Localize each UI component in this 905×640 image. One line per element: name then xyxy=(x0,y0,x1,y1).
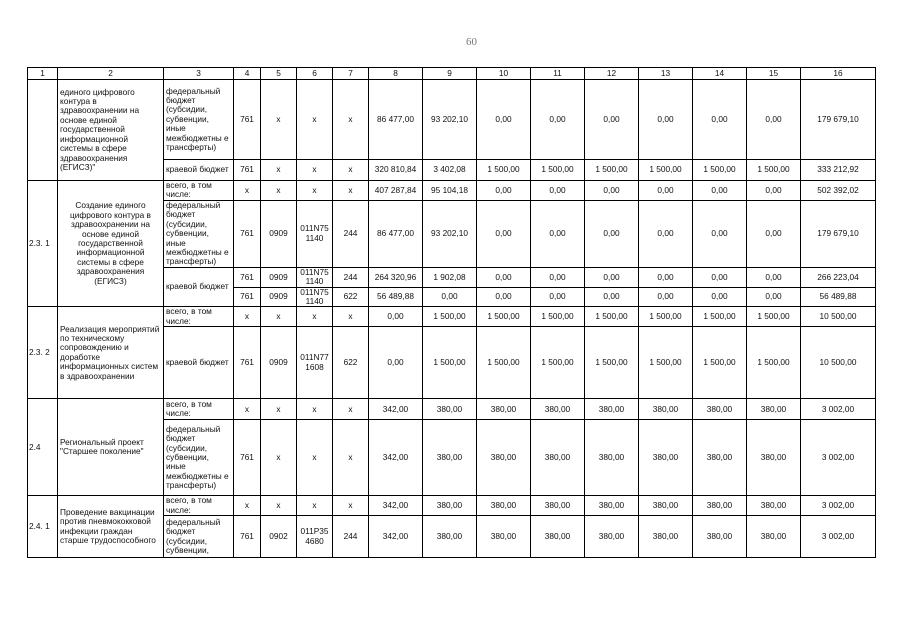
amount-cell: 380,00 xyxy=(747,516,801,558)
row-code: 2.4. 1 xyxy=(28,496,58,558)
budget-code-c4: х xyxy=(234,181,261,201)
amount-cell: 0,00 xyxy=(747,181,801,201)
amount-cell: 1 500,00 xyxy=(531,327,585,399)
column-header: 11 xyxy=(531,68,585,80)
amount-cell: 1 500,00 xyxy=(423,327,477,399)
amount-cell: 93 202,10 xyxy=(423,80,477,160)
amount-cell: 380,00 xyxy=(639,399,693,420)
amount-cell: 179 679,10 xyxy=(801,200,876,267)
budget-code-c5: х xyxy=(261,399,297,420)
amount-cell: 3 002,00 xyxy=(801,496,876,516)
funding-source: краевой бюджет xyxy=(164,267,234,307)
amount-cell: 266 223,04 xyxy=(801,267,876,287)
amount-cell: 56 489,88 xyxy=(801,287,876,307)
budget-code-c6: х xyxy=(297,307,333,327)
amount-cell: 380,00 xyxy=(639,516,693,558)
column-header: 10 xyxy=(477,68,531,80)
amount-cell: 1 500,00 xyxy=(693,160,747,181)
amount-cell: 380,00 xyxy=(693,516,747,558)
amount-cell: 0,00 xyxy=(585,267,639,287)
amount-cell: 0,00 xyxy=(585,181,639,201)
budget-code-c6: 011N75 1140 xyxy=(297,200,333,267)
column-header: 2 xyxy=(58,68,164,80)
amount-cell: 380,00 xyxy=(585,399,639,420)
amount-cell: 0,00 xyxy=(747,287,801,307)
amount-cell: 380,00 xyxy=(531,399,585,420)
amount-cell: 380,00 xyxy=(747,420,801,496)
amount-cell: 320 810,84 xyxy=(369,160,423,181)
budget-code-c6: х xyxy=(297,399,333,420)
budget-code-c5: 0909 xyxy=(261,267,297,287)
table-row xyxy=(28,307,876,327)
column-header: 16 xyxy=(801,68,876,80)
budget-code-c4: х xyxy=(234,307,261,327)
amount-cell: 1 500,00 xyxy=(585,327,639,399)
amount-cell: 0,00 xyxy=(477,200,531,267)
row-code: 2.3. 1 xyxy=(28,181,58,307)
amount-cell: 0,00 xyxy=(585,287,639,307)
amount-cell: 86 477,00 xyxy=(369,80,423,160)
funding-source: краевой бюджет xyxy=(164,160,234,181)
amount-cell: 10 500,00 xyxy=(801,307,876,327)
budget-code-c6: х xyxy=(297,80,333,160)
amount-cell: 380,00 xyxy=(585,420,639,496)
amount-cell: 407 287,84 xyxy=(369,181,423,201)
funding-source: федеральный бюджет (субсидии, субвенции, xyxy=(164,516,234,558)
column-header: 12 xyxy=(585,68,639,80)
amount-cell: 342,00 xyxy=(369,496,423,516)
funding-source: всего, в том числе: xyxy=(164,496,234,516)
amount-cell: 380,00 xyxy=(693,420,747,496)
budget-code-c5: 0909 xyxy=(261,200,297,267)
amount-cell: 380,00 xyxy=(531,516,585,558)
amount-cell: 0,00 xyxy=(531,287,585,307)
amount-cell: 380,00 xyxy=(423,420,477,496)
amount-cell: 0,00 xyxy=(639,200,693,267)
funding-source: всего, в том числе: xyxy=(164,399,234,420)
amount-cell: 0,00 xyxy=(477,287,531,307)
column-header: 9 xyxy=(423,68,477,80)
amount-cell: 342,00 xyxy=(369,399,423,420)
column-header: 5 xyxy=(261,68,297,80)
column-header: 4 xyxy=(234,68,261,80)
amount-cell: 0,00 xyxy=(369,327,423,399)
amount-cell: 0,00 xyxy=(747,200,801,267)
row-name: Региональный проект "Старшее поколение" xyxy=(58,399,164,496)
amount-cell: 380,00 xyxy=(585,496,639,516)
amount-cell: 342,00 xyxy=(369,420,423,496)
amount-cell: 0,00 xyxy=(639,267,693,287)
amount-cell: 0,00 xyxy=(639,287,693,307)
budget-code-c6: х xyxy=(297,160,333,181)
amount-cell: 0,00 xyxy=(531,267,585,287)
amount-cell: 0,00 xyxy=(585,80,639,160)
amount-cell: 1 500,00 xyxy=(477,160,531,181)
amount-cell: 1 500,00 xyxy=(747,160,801,181)
amount-cell: 380,00 xyxy=(531,420,585,496)
amount-cell: 3 402,08 xyxy=(423,160,477,181)
amount-cell: 502 392,02 xyxy=(801,181,876,201)
amount-cell: 0,00 xyxy=(693,267,747,287)
amount-cell: 95 104,18 xyxy=(423,181,477,201)
amount-cell: 0,00 xyxy=(693,80,747,160)
amount-cell: 264 320,96 xyxy=(369,267,423,287)
amount-cell: 380,00 xyxy=(693,399,747,420)
amount-cell: 1 500,00 xyxy=(747,307,801,327)
budget-code-c7: 244 xyxy=(333,516,369,558)
column-header: 13 xyxy=(639,68,693,80)
budget-code-c4: 761 xyxy=(234,420,261,496)
page-number: 60 xyxy=(466,36,477,48)
budget-code-c4: 761 xyxy=(234,80,261,160)
budget-code-c4: 761 xyxy=(234,516,261,558)
amount-cell: 1 902,08 xyxy=(423,267,477,287)
amount-cell: 380,00 xyxy=(531,496,585,516)
amount-cell: 333 212,92 xyxy=(801,160,876,181)
amount-cell: 0,00 xyxy=(477,267,531,287)
row-code: 2.4 xyxy=(28,399,58,496)
amount-cell: 1 500,00 xyxy=(639,327,693,399)
amount-cell: 380,00 xyxy=(423,399,477,420)
amount-cell: 380,00 xyxy=(639,420,693,496)
amount-cell: 0,00 xyxy=(369,307,423,327)
row-name: Создание единого цифрового контура в здравоохранении на основе единой государственной информационной системы в сфере здравоохранения (ЕГИСЗ) xyxy=(58,181,164,307)
budget-code-c5: х xyxy=(261,181,297,201)
budget-code-c5: х xyxy=(261,420,297,496)
amount-cell: 1 500,00 xyxy=(477,307,531,327)
funding-source: федеральный бюджет (субсидии, субвенции, иные межбюджетны е трансферты) xyxy=(164,80,234,160)
funding-source: федеральный бюджет (субсидии, субвенции, иные межбюджетны е трансферты) xyxy=(164,200,234,267)
funding-source: краевой бюджет xyxy=(164,327,234,399)
budget-code-c5: 0909 xyxy=(261,327,297,399)
amount-cell: 0,00 xyxy=(693,200,747,267)
budget-code-c7: х xyxy=(333,181,369,201)
amount-cell: 380,00 xyxy=(477,496,531,516)
budget-table xyxy=(27,67,876,558)
column-header: 7 xyxy=(333,68,369,80)
budget-code-c6: 011N75 1140 xyxy=(297,287,333,307)
amount-cell: 0,00 xyxy=(531,200,585,267)
budget-code-c5: х xyxy=(261,160,297,181)
budget-code-c4: 761 xyxy=(234,160,261,181)
amount-cell: 3 002,00 xyxy=(801,420,876,496)
amount-cell: 0,00 xyxy=(693,181,747,201)
budget-code-c4: х xyxy=(234,496,261,516)
budget-code-c4: 761 xyxy=(234,287,261,307)
amount-cell: 179 679,10 xyxy=(801,80,876,160)
budget-code-c7: х xyxy=(333,80,369,160)
amount-cell: 1 500,00 xyxy=(585,160,639,181)
amount-cell: 1 500,00 xyxy=(693,307,747,327)
amount-cell: 1 500,00 xyxy=(477,327,531,399)
table-row xyxy=(28,496,876,516)
amount-cell: 380,00 xyxy=(477,420,531,496)
amount-cell: 380,00 xyxy=(477,399,531,420)
column-header: 1 xyxy=(28,68,58,80)
amount-cell: 86 477,00 xyxy=(369,200,423,267)
column-header: 8 xyxy=(369,68,423,80)
table-row xyxy=(28,399,876,420)
budget-code-c6: 011N77 1608 xyxy=(297,327,333,399)
amount-cell: 1 500,00 xyxy=(423,307,477,327)
amount-cell: 1 500,00 xyxy=(639,307,693,327)
row-name: Реализация мероприятий по техническому сопровождению и доработке информационных систем в здравоохранении xyxy=(58,307,164,399)
amount-cell: 0,00 xyxy=(693,287,747,307)
budget-code-c7: х xyxy=(333,496,369,516)
amount-cell: 56 489,88 xyxy=(369,287,423,307)
budget-code-c7: х xyxy=(333,399,369,420)
amount-cell: 380,00 xyxy=(585,516,639,558)
budget-code-c5: 0909 xyxy=(261,287,297,307)
row-name: единого цифрового контура в здравоохранении на основе единой государственной информационной системы в сфере здравоохранения (ЕГИСЗ)" xyxy=(58,80,164,181)
amount-cell: 0,00 xyxy=(747,267,801,287)
budget-code-c7: х xyxy=(333,160,369,181)
budget-code-c7: х xyxy=(333,307,369,327)
table-row xyxy=(28,80,876,160)
budget-code-c4: 761 xyxy=(234,267,261,287)
amount-cell: 0,00 xyxy=(477,80,531,160)
amount-cell: 93 202,10 xyxy=(423,200,477,267)
budget-code-c5: х xyxy=(261,496,297,516)
funding-source: всего, в том числе: xyxy=(164,307,234,327)
amount-cell: 0,00 xyxy=(639,181,693,201)
column-header: 15 xyxy=(747,68,801,80)
amount-cell: 10 500,00 xyxy=(801,327,876,399)
amount-cell: 0,00 xyxy=(477,181,531,201)
amount-cell: 0,00 xyxy=(531,80,585,160)
amount-cell: 1 500,00 xyxy=(531,160,585,181)
amount-cell: 1 500,00 xyxy=(639,160,693,181)
amount-cell: 0,00 xyxy=(423,287,477,307)
column-header: 14 xyxy=(693,68,747,80)
amount-cell: 1 500,00 xyxy=(531,307,585,327)
budget-code-c6: х xyxy=(297,181,333,201)
column-header: 6 xyxy=(297,68,333,80)
amount-cell: 0,00 xyxy=(639,80,693,160)
budget-code-c6: 011N75 1140 xyxy=(297,267,333,287)
budget-code-c7: 244 xyxy=(333,200,369,267)
budget-code-c5: 0902 xyxy=(261,516,297,558)
amount-cell: 380,00 xyxy=(639,496,693,516)
column-header: 3 xyxy=(164,68,234,80)
amount-cell: 380,00 xyxy=(477,516,531,558)
amount-cell: 1 500,00 xyxy=(693,327,747,399)
budget-code-c6: х xyxy=(297,496,333,516)
budget-code-c7: х xyxy=(333,420,369,496)
amount-cell: 0,00 xyxy=(585,200,639,267)
budget-code-c4: х xyxy=(234,399,261,420)
amount-cell: 3 002,00 xyxy=(801,399,876,420)
budget-code-c5: х xyxy=(261,80,297,160)
budget-code-c6: х xyxy=(297,420,333,496)
funding-source: всего, в том числе: xyxy=(164,181,234,201)
amount-cell: 380,00 xyxy=(747,496,801,516)
budget-code-c7: 622 xyxy=(333,327,369,399)
amount-cell: 0,00 xyxy=(747,80,801,160)
budget-code-c7: 244 xyxy=(333,267,369,287)
budget-code-c6: 011P35 4680 xyxy=(297,516,333,558)
amount-cell: 342,00 xyxy=(369,516,423,558)
amount-cell: 380,00 xyxy=(747,399,801,420)
amount-cell: 1 500,00 xyxy=(747,327,801,399)
table-row xyxy=(28,181,876,201)
budget-code-c4: 761 xyxy=(234,200,261,267)
header-row xyxy=(28,68,876,80)
funding-source: федеральный бюджет (субсидии, субвенции, иные межбюджетны е трансферты) xyxy=(164,420,234,496)
row-code xyxy=(28,80,58,181)
budget-code-c5: х xyxy=(261,307,297,327)
amount-cell: 1 500,00 xyxy=(585,307,639,327)
budget-code-c7: 622 xyxy=(333,287,369,307)
amount-cell: 0,00 xyxy=(531,181,585,201)
row-code: 2.3. 2 xyxy=(28,307,58,399)
budget-code-c4: 761 xyxy=(234,327,261,399)
row-name: Проведение вакцинации против пневмококковой инфекции граждан старше трудоспособного xyxy=(58,496,164,558)
amount-cell: 380,00 xyxy=(423,516,477,558)
amount-cell: 380,00 xyxy=(423,496,477,516)
amount-cell: 380,00 xyxy=(693,496,747,516)
amount-cell: 3 002,00 xyxy=(801,516,876,558)
